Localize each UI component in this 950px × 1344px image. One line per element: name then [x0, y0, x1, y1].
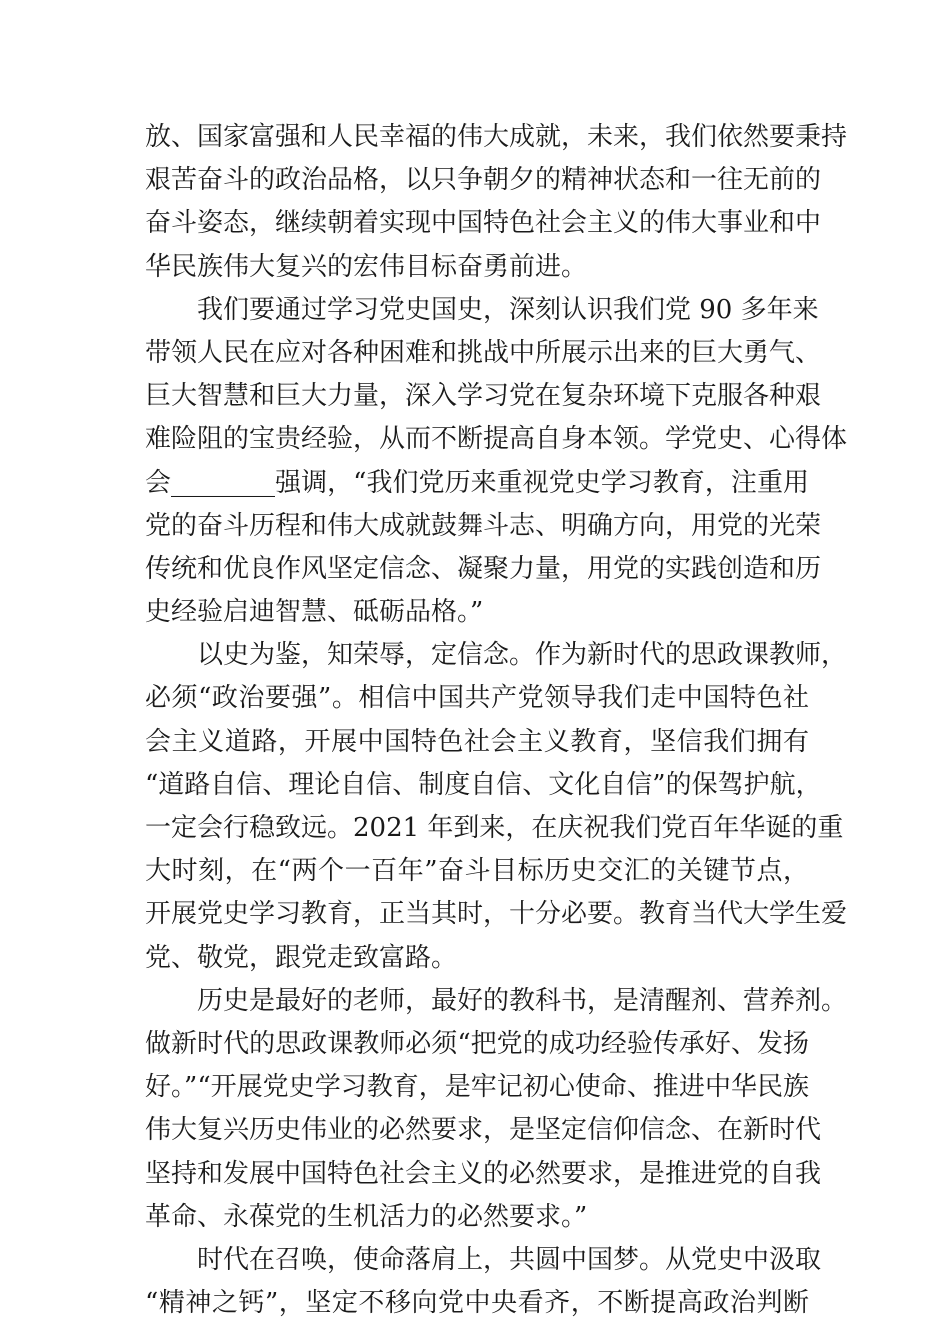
text-line: 会主义道路，开展中国特色社会主义教育，坚信我们拥有	[145, 726, 809, 757]
text-line: 奋斗姿态，继续朝着实现中国特色社会主义的伟大事业和中	[145, 208, 822, 239]
text-line: 大时刻，在“两个一百年”奋斗目标历史交汇的关键节点，	[145, 856, 809, 887]
text-line: 带领人民在应对各种困难和挑战中所展示出来的巨大勇气、	[145, 337, 822, 368]
text-line: 开展党史学习教育，正当其时，十分必要。教育当代大学生爱	[145, 899, 848, 930]
text-line: 传统和优良作风坚定信念、凝聚力量，用党的实践创造和历	[145, 553, 822, 584]
body-text	[145, 116, 848, 1325]
text-line: 时代在召唤，使命落肩上，共圆中国梦。从党史中汲取	[197, 1244, 822, 1275]
text-line: 革命、永葆党的生机活力的必然要求。”	[145, 1201, 588, 1232]
text-line: 我们要通过学习党史国史，深刻认识我们党 90 多年来	[197, 294, 819, 325]
text-line: “精神之钙”，坚定不移向党中央看齐，不断提高政治判断	[145, 1288, 809, 1319]
text-line: 做新时代的思政课教师必须“把党的成功经验传承好、发扬	[145, 1028, 809, 1059]
paragraph-4	[145, 980, 848, 1239]
text-line: 党、敬党，跟党走致富路。	[145, 942, 458, 973]
paragraph-1	[145, 116, 848, 289]
text-line: 一定会行稳致远。2021 年到来，在庆祝我们党百年华诞的重	[145, 813, 844, 843]
text-line: 历史是最好的老师，最好的教科书，是清醒剂、营养剂。	[197, 985, 848, 1016]
text-line: 会________强调，“我们党历来重视党史学习教育，注重用	[145, 467, 809, 498]
text-line: 放、国家富强和人民幸福的伟大成就，未来，我们依然要秉持	[145, 122, 848, 152]
text-line: 华民族伟大复兴的宏伟目标奋勇前进。	[145, 251, 588, 282]
text-line: 史经验启迪智慧、砥砺品格。”	[145, 597, 484, 628]
text-line: 艰苦奋斗的政治品格，以只争朝夕的精神状态和一往无前的	[145, 165, 822, 196]
text-line: “道路自信、理论自信、制度自信、文化自信”的保驾护航，	[145, 769, 822, 800]
text-line: 巨大智慧和巨大力量，深入学习党在复杂环境下克服各种艰	[145, 381, 822, 412]
paragraph-3	[145, 634, 848, 980]
paragraph-2	[145, 289, 848, 635]
text-line: 必须“政治要强”。相信中国共产党领导我们走中国特色社	[145, 683, 809, 714]
text-line: 难险阻的宝贵经验，从而不断提高自身本领。学党史、心得体	[145, 424, 848, 455]
text-line: 坚持和发展中国特色社会主义的必然要求，是推进党的自我	[145, 1158, 822, 1189]
paragraph-5	[145, 1239, 822, 1325]
text-line: 好。”“开展党史学习教育，是牢记初心使命、推进中华民族	[145, 1072, 809, 1103]
text-line: 以史为鉴，知荣辱，定信念。作为新时代的思政课教师，	[197, 640, 848, 671]
text-line: 党的奋斗历程和伟大成就鼓舞斗志、明确方向，用党的光荣	[145, 510, 822, 541]
text-line: 伟大复兴历史伟业的必然要求，是坚定信仰信念、在新时代	[145, 1115, 822, 1146]
